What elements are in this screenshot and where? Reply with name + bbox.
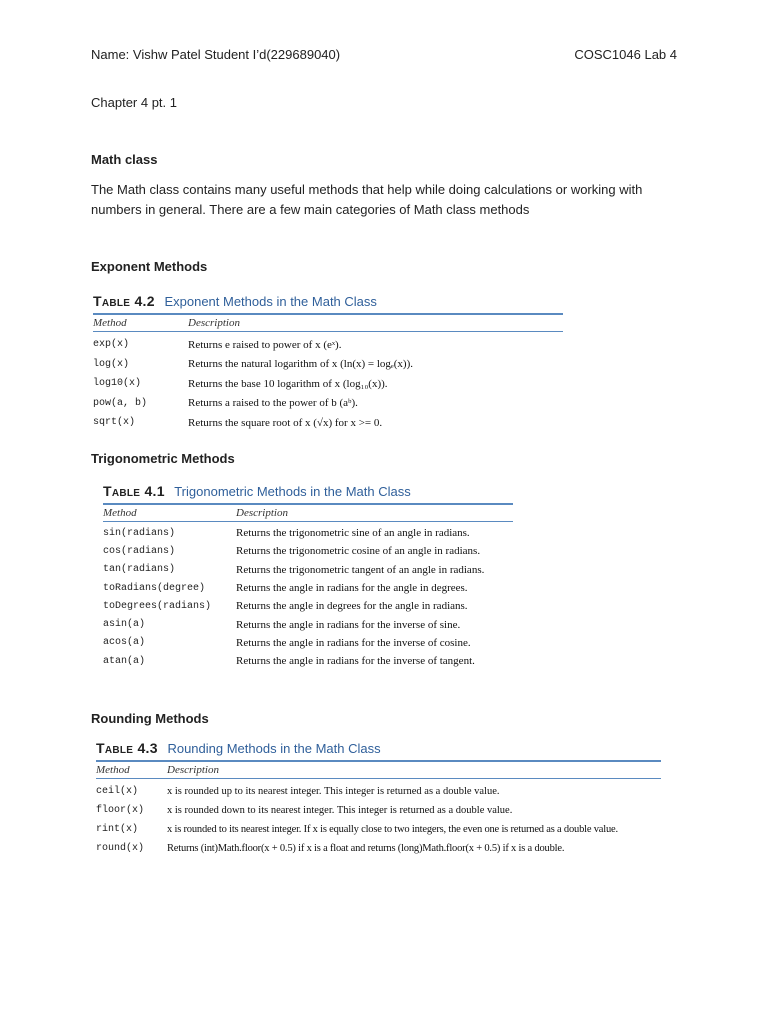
description-cell: Returns (int)Math.floor(x + 0.5) if x is a float and returns (long)Math.floor(x + 0.5) if x is a double. bbox=[167, 843, 565, 854]
table-header-rule bbox=[103, 521, 513, 522]
method-cell: rint(x) bbox=[96, 824, 139, 835]
table-row bbox=[93, 413, 563, 433]
method-cell: round(x) bbox=[96, 843, 145, 854]
table-row bbox=[103, 652, 513, 670]
table-column-header bbox=[96, 762, 661, 778]
description-cell: Returns the trigonometric cosine of an angle in radians. bbox=[236, 545, 481, 558]
description-cell: Returns the trigonometric sine of an angle in radians. bbox=[236, 527, 470, 540]
method-cell: cos(radians) bbox=[103, 545, 176, 557]
method-cell: sin(radians) bbox=[103, 527, 176, 539]
table-row bbox=[103, 615, 513, 633]
method-cell: atan(a) bbox=[103, 655, 146, 667]
table-label: Table 4.2 bbox=[93, 293, 155, 309]
table-row bbox=[96, 801, 661, 820]
table-caption bbox=[93, 293, 563, 311]
method-cell: log(x) bbox=[93, 358, 130, 370]
method-cell: toRadians(degree) bbox=[103, 582, 206, 594]
table-row bbox=[96, 839, 661, 858]
description-cell: Returns e raised to power of x (eˣ). bbox=[188, 338, 342, 351]
description-cell: x is rounded up to its nearest integer. This integer is returned as a double value. bbox=[167, 786, 500, 797]
table-label: Table 4.1 bbox=[103, 483, 165, 499]
table-header-rule bbox=[93, 331, 563, 332]
course-lab-header: COSC1046 Lab 4 bbox=[574, 47, 677, 62]
chapter-title: Chapter 4 pt. 1 bbox=[91, 95, 177, 110]
table-row bbox=[103, 542, 513, 560]
description-cell: Returns the base 10 logarithm of x (log₁₀(x)). bbox=[188, 377, 388, 390]
table-column-header bbox=[93, 315, 563, 331]
method-cell: sqrt(x) bbox=[93, 417, 136, 429]
table-column-header bbox=[103, 505, 513, 521]
table-row bbox=[96, 782, 661, 801]
trig-table bbox=[103, 483, 513, 670]
trig-heading: Trigonometric Methods bbox=[91, 451, 235, 466]
table-title: Rounding Methods in the Math Class bbox=[167, 741, 381, 756]
description-cell: Returns a raised to the power of b (aᵇ). bbox=[188, 397, 358, 410]
table-caption bbox=[96, 740, 661, 758]
intro-line: numbers in general. There are a few main categories of Math class methods bbox=[91, 202, 530, 217]
table-label: Table 4.3 bbox=[96, 740, 158, 756]
description-cell: Returns the angle in radians for the inverse of tangent. bbox=[236, 655, 475, 668]
method-cell: acos(a) bbox=[103, 637, 146, 649]
table-row bbox=[103, 561, 513, 579]
method-cell: asin(a) bbox=[103, 619, 146, 631]
intro-line: The Math class contains many useful methods that help while doing calculations or working with bbox=[91, 182, 643, 197]
method-cell: pow(a, b) bbox=[93, 397, 148, 409]
col-description: Description bbox=[236, 507, 288, 519]
table-row bbox=[103, 597, 513, 615]
table-row bbox=[93, 355, 563, 375]
student-name-header: Name: Vishw Patel Student I’d(229689040) bbox=[91, 47, 341, 62]
method-cell: log10(x) bbox=[93, 378, 142, 390]
description-cell: Returns the natural logarithm of x (ln(x) = logₑ(x)). bbox=[188, 358, 413, 371]
table-row bbox=[103, 634, 513, 652]
table-row bbox=[103, 579, 513, 597]
description-cell: Returns the angle in radians for the inverse of sine. bbox=[236, 618, 461, 631]
rounding-table bbox=[96, 740, 661, 858]
table-row bbox=[93, 335, 563, 355]
col-description: Description bbox=[188, 317, 240, 329]
description-cell: Returns the trigonometric tangent of an angle in radians. bbox=[236, 563, 485, 576]
math-class-heading: Math class bbox=[91, 152, 158, 167]
table-header-rule bbox=[96, 778, 661, 779]
col-method: Method bbox=[96, 764, 130, 776]
description-cell: Returns the angle in degrees for the angle in radians. bbox=[236, 600, 468, 613]
intro-paragraph bbox=[91, 180, 651, 220]
col-method: Method bbox=[93, 317, 127, 329]
description-cell: x is rounded down to its nearest integer. This integer is returned as a double value. bbox=[167, 805, 513, 816]
table-caption bbox=[103, 483, 513, 501]
table-title: Trigonometric Methods in the Math Class bbox=[174, 484, 411, 499]
table-row bbox=[103, 524, 513, 542]
exponent-table bbox=[93, 293, 563, 433]
method-cell: floor(x) bbox=[96, 805, 145, 816]
description-cell: Returns the angle in radians for the angle in degrees. bbox=[236, 582, 468, 595]
method-cell: exp(x) bbox=[93, 339, 130, 351]
col-description: Description bbox=[167, 764, 219, 776]
table-row bbox=[96, 820, 661, 839]
method-cell: tan(radians) bbox=[103, 564, 176, 576]
table-row bbox=[93, 394, 563, 414]
description-cell: Returns the angle in radians for the inverse of cosine. bbox=[236, 636, 471, 649]
exponent-heading: Exponent Methods bbox=[91, 259, 208, 274]
description-cell: Returns the square root of x (√x) for x >= 0. bbox=[188, 416, 383, 429]
method-cell: ceil(x) bbox=[96, 786, 139, 797]
table-title: Exponent Methods in the Math Class bbox=[164, 294, 377, 309]
rounding-heading: Rounding Methods bbox=[91, 711, 209, 726]
col-method: Method bbox=[103, 507, 137, 519]
description-cell: x is rounded to its nearest integer. If x is equally close to two integers, the even one is returned as a double value. bbox=[167, 824, 618, 835]
method-cell: toDegrees(radians) bbox=[103, 600, 212, 612]
table-row bbox=[93, 374, 563, 394]
